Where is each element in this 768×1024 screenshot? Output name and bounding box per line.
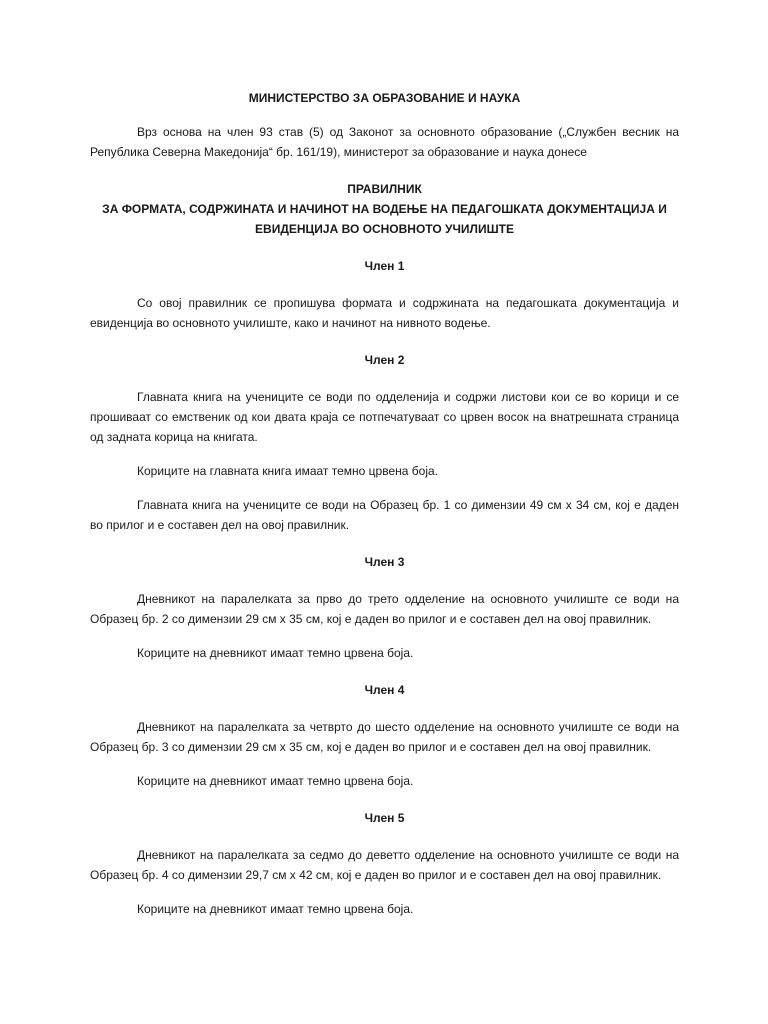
- title-line-1: ПРАВИЛНИК: [347, 182, 422, 196]
- article-heading: Член 3: [364, 555, 405, 569]
- article-paragraph: Главната книга на учениците се води на Образец бр. 1 со димензии 49 см х 34 см, кој е даден во прилог и е составен дел на овој правилник.: [90, 498, 679, 532]
- article-paragraph: Кориците на главната книга имаат темно црвена боја.: [137, 464, 438, 478]
- article-paragraph: Главната книга на учениците се води по одделенија и содржи листови кои се во корици и се прошиваат со емственик од кои двата краја се потпечатуваат со црвен восок на внатрешната страница од задната корица на книгата.: [90, 390, 679, 444]
- article-3: [90, 552, 679, 663]
- regulation-title: [90, 179, 679, 239]
- article-paragraph: Кориците на дневникот имаат темно црвена боја.: [137, 774, 414, 788]
- document-page: [90, 88, 679, 933]
- article-heading: Член 5: [364, 811, 405, 825]
- ministry-heading: МИНИСТЕРСТВО ЗА ОБРАЗОВАНИЕ И НАУКА: [248, 91, 521, 105]
- article-heading: Член 2: [364, 353, 405, 367]
- article-paragraph: Кориците на дневникот имаат темно црвена боја.: [137, 902, 414, 916]
- article-2: [90, 350, 679, 535]
- article-paragraph: Дневникот на паралелката за прво до трето одделение на основното училиште се води на Образец бр. 2 со димензии 29 см х 35 см, кој е даден во прилог и е составен дел на овој правилник.: [90, 592, 679, 626]
- article-heading: Член 4: [364, 683, 405, 697]
- article-4: [90, 680, 679, 791]
- article-paragraph: Дневникот на паралелката за четврто до шесто одделение на основното училиште се води на Образец бр. 3 со димензии 29 см х 35 см, кој е даден во прилог и е составен дел на овој правилник.: [90, 720, 679, 754]
- intro-paragraph: Врз основа на член 93 став (5) од Законот за основното образование („Службен весник на Република Северна Македонија“ бр. 161/19), министерот за образование и наука донесе: [90, 125, 679, 159]
- article-paragraph: Кориците на дневникот имаат темно црвена боја.: [137, 646, 414, 660]
- article-heading: Член 1: [364, 259, 405, 273]
- article-1: [90, 256, 679, 333]
- article-paragraph: Дневникот на паралелката за седмо до деветто одделение на основното училиште се води на Образец бр. 4 со димензии 29,7 см х 42 см, кој е даден во прилог и е составен дел на овој правилник.: [90, 848, 679, 882]
- article-5: [90, 808, 679, 919]
- article-paragraph: Со овој правилник се пропишува формата и содржината на педагошката документација и евиденција во основното училиште, како и начинот на нивното водење.: [90, 296, 679, 330]
- title-line-2: ЗА ФОРМАТА, СОДРЖИНАТА И НАЧИНОТ НА ВОДЕЊЕ НА ПЕДАГОШКАТА ДОКУМЕНТАЦИЈА И ЕВИДЕНЦИЈА ВО ОСНОВНОТО УЧИЛИШТЕ: [102, 202, 667, 236]
